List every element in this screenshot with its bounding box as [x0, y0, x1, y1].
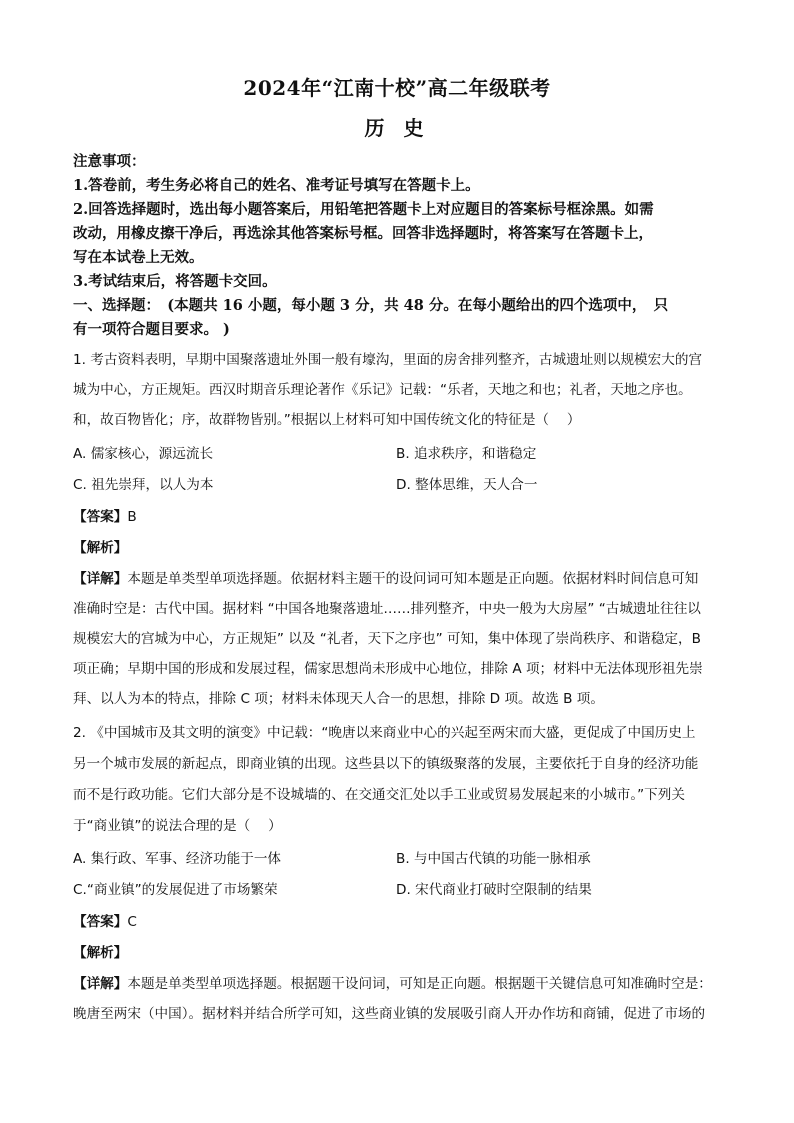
q1-stem-line: 城为中心，方正规矩。西汉时期音乐理论著作《乐记》记载：“乐者，天地之和也；礼者，天地之序也。: [73, 382, 692, 398]
exam-title: 2024年“江南十校”高二年级联考: [243, 76, 551, 100]
q2-stem-line: 于“商业镇”的说法合理的是（ ）: [73, 818, 282, 834]
q2-stem-line: 另一个城市发展的新起点，即商业镇的出现。这些县以下的镇级聚落的发展，主要依托于自身的经济功能: [73, 756, 699, 772]
q1-option-d: D. 整体思维，天人合一: [396, 477, 538, 493]
notice-line: 写在本试卷上无效。: [73, 249, 204, 266]
q1-detail-line: 项正确；早期中国的形成和发展过程，儒家思想尚未形成中心地位，排除 A 项；材料中无法体现形祖先崇: [73, 661, 703, 677]
q1-stem-line: 和，故百物皆化；序，故群物皆别。”根据以上材料可知中国传统文化的特征是（ ）: [73, 412, 581, 428]
answer-tag: 【答案】: [73, 914, 128, 930]
q2-option-d: D. 宋代商业打破时空限制的结果: [396, 882, 592, 898]
q2-option-b: B. 与中国古代镇的功能一脉相承: [396, 851, 591, 867]
notice-line: 3.考试结束后，将答题卡交回。: [73, 273, 277, 290]
section-heading: 一、选择题： (本题共 16 小题，每小题 3 分，共 48 分。在每小题给出的四个选项中， 只: [73, 297, 669, 314]
answer-value: B: [127, 509, 137, 525]
q1-detail-line: 准确时空是：古代中国。据材料 “中国各地聚落遗址……排列整齐，中央一般为大房屋” “古城遗址往往以: [73, 601, 701, 617]
q1-option-a: A. 儒家核心，源远流长: [73, 446, 214, 462]
q2-option-a: A. 集行政、军事、经济功能于一体: [73, 851, 282, 867]
detail-tag: 【详解】: [73, 976, 128, 992]
q1-option-c: C. 祖先崇拜，以人为本: [73, 477, 214, 493]
detail-tag: 【详解】: [73, 571, 128, 587]
q1-detail-line: 规模宏大的宫城为中心，方正规矩” 以及 “礼者，天下之序也” 可知，集中体现了崇尚秩序、和谐稳定，B: [73, 631, 701, 647]
q1-detail-line: 拜、以人为本的特点，排除 C 项；材料未体现天人合一的思想，排除 D 项。故选 B 项。: [73, 691, 604, 707]
notice-line: 1.答卷前，考生务必将自己的姓名、准考证号填写在答题卡上。: [73, 177, 480, 194]
q2-detail-line: 【详解】本题是单类型单项选择题。根据题干设问词，可知是正向题。根据题干关键信息可知准确时空是：: [73, 976, 712, 992]
q2-stem-line: 而不是行政功能。它们大部分是不设城墙的、在交通交汇处以手工业或贸易发展起来的小城市。”下列关: [73, 787, 685, 803]
q2-detail-line: 晚唐至两宋（中国）。据材料并结合所学可知，这些商业镇的发展吸引商人开办作坊和商铺，促进了市场的: [73, 1006, 706, 1022]
q1-detail-line: 【详解】本题是单类型单项选择题。依据材料主题干的设问词可知本题是正向题。依据材料时间信息可知: [73, 571, 699, 587]
q1-option-b: B. 追求秩序，和谐稳定: [396, 446, 537, 462]
answer-value: C: [127, 914, 137, 930]
notice-line: 2.回答选择题时，选出每小题答案后，用铅笔把答题卡上对应题目的答案标号框涂黑。如需: [73, 201, 654, 218]
subject-title: 历 史: [364, 116, 430, 140]
q2-option-c: C.“商业镇”的发展促进了市场繁荣: [73, 882, 278, 898]
section-heading-cont: 有一项符合题目要求。 ): [73, 321, 230, 338]
answer-tag: 【答案】: [73, 509, 128, 525]
q1-analysis-tag: 【解析】: [73, 540, 128, 556]
notice-heading: 注意事项：: [73, 153, 146, 170]
q1-answer: [73, 505, 137, 525]
notice-line: 改动，用橡皮擦干净后，再选涂其他答案标号框。回答非选择题时，将答案写在答题卡上，: [73, 225, 653, 242]
q2-stem-line: 2. 《中国城市及其文明的演变》中记载：“晚唐以来商业中心的兴起至两宋而大盛，更促成了中国历史上: [73, 725, 696, 741]
q1-stem-line: 1. 考古资料表明，早期中国聚落遗址外围一般有壕沟，里面的房舍排列整齐，古城遗址则以规模宏大的宫: [73, 352, 703, 368]
q2-answer: [73, 910, 137, 930]
q2-analysis-tag: 【解析】: [73, 945, 128, 961]
